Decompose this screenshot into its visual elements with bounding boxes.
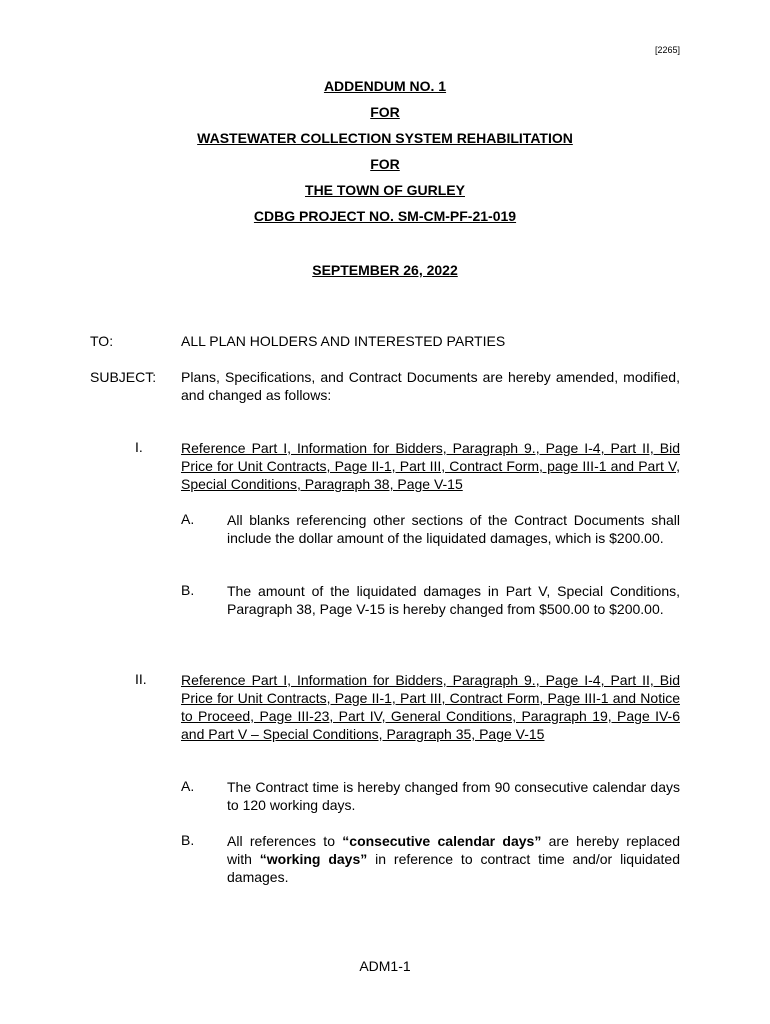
section-1-b-label: B. [181, 582, 195, 598]
section-2-a-label: A. [181, 778, 195, 794]
section-2-heading: Reference Part I, Information for Bidders, Paragraph 9., Page I-4, Part II, Bid Price for Unit Contracts, Page II-1, Part III, Contract Form, Page III-1 and Notice to Proceed, Page III-23, Part IV, General Conditions, Paragraph 19, Page IV-6 and Part V – Special Conditions, Paragraph 35, Page V-15 [181, 672, 680, 742]
subject-label: SUBJECT: [90, 369, 157, 385]
section-2-b-bold-2: “working days” [259, 851, 368, 867]
section-2-b-mid: are hereby replaced with [227, 833, 680, 867]
section-2-b-label: B. [181, 832, 195, 848]
section-2-b-pre: All references to [227, 833, 343, 849]
section-1-number: I. [135, 439, 143, 455]
section-1-a-text: All blanks referencing other sections of the Contract Documents shall include the dollar amount of the liquidated damages, which is $200.00. [227, 512, 680, 546]
section-2-number: II. [135, 671, 147, 687]
title-date: SEPTEMBER 26, 2022 [312, 262, 458, 278]
title-project-number: CDBG PROJECT NO. SM-CM-PF-21-019 [253, 208, 517, 224]
page-footer: ADM1-1 [359, 958, 411, 974]
title-for-1: FOR [370, 104, 400, 120]
section-2-b-text [227, 832, 680, 886]
section-2-a-text: The Contract time is hereby changed from 90 consecutive calendar days to 120 working days. [227, 779, 680, 813]
to-text: ALL PLAN HOLDERS AND INTERESTED PARTIES [181, 333, 506, 349]
title-project-name: WASTEWATER COLLECTION SYSTEM REHABILITATION [197, 130, 573, 146]
section-1-a-label: A. [181, 511, 195, 527]
section-2-b-bold-1: “consecutive calendar days” [342, 833, 542, 849]
section-1-b-text: The amount of the liquidated damages in Part V, Special Conditions, Paragraph 38, Page V-15 is hereby changed from $500.00 to $200.00. [227, 583, 680, 617]
to-label: TO: [90, 333, 114, 349]
document-id: [2265] [654, 45, 680, 55]
title-addendum: ADDENDUM NO. 1 [323, 78, 447, 94]
subject-text: Plans, Specifications, and Contract Documents are hereby amended, modified, and changed as follows: [181, 369, 680, 403]
title-block [0, 77, 770, 233]
title-for-2: FOR [370, 156, 400, 172]
title-town: THE TOWN OF GURLEY [305, 182, 465, 198]
section-1-heading: Reference Part I, Information for Bidders, Paragraph 9., Page I-4, Part II, Bid Price for Unit Contracts, Page II-1, Part III, Contract Form, page III-1 and Part V, Special Conditions, Paragraph 38, Page V-15 [181, 440, 680, 492]
section-2-b-post: in reference to contract time and/or liquidated damages. [227, 851, 681, 885]
